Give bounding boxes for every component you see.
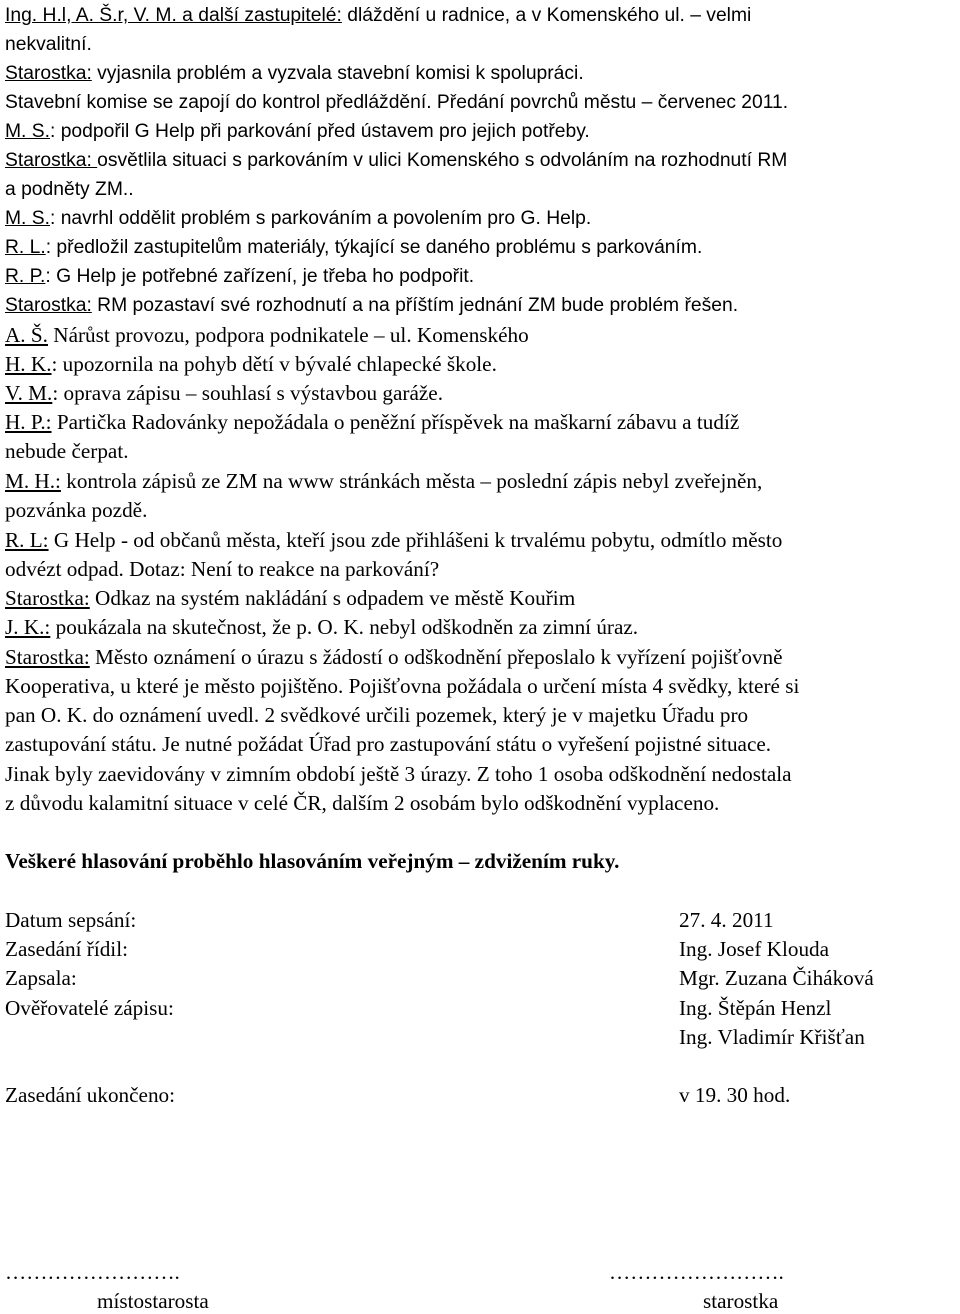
line-text: RM pozastaví své rozhodnutí a na příštím jednání ZM bude problém řešen. (91, 295, 739, 316)
minutes-line (5, 705, 748, 726)
speaker-label: A. Š. (5, 323, 48, 347)
line-text: : podpořil G Help při parkování před ústavem pro jejich potřeby. (50, 121, 590, 142)
minutes-line (5, 354, 497, 375)
minutes-line (5, 734, 771, 755)
info-value-end: v 19. 30 hod. (679, 1083, 791, 1107)
line-text: Nárůst provozu, podpora podnikatele – ul. Komenského (47, 323, 529, 347)
speaker-label: H. K. (5, 352, 52, 376)
signature-line-deputy: ……………………. (5, 1260, 180, 1284)
info-value-recorder: Mgr. Zuzana Čiháková (679, 966, 874, 990)
minutes-line (5, 93, 788, 112)
info-label-verifiers: Ověřovatelé zápisu: (5, 996, 174, 1020)
signature-role-deputy: místostarosta (97, 1289, 209, 1313)
speaker-label: M. H.: (5, 469, 61, 493)
line-text: : navrhl oddělit problém s parkováním a povolením pro G. Help. (50, 208, 592, 229)
info-label-date: Datum sepsání: (5, 908, 137, 932)
speaker-label: Starostka: (5, 295, 92, 316)
line-text: odvézt odpad. Dotaz: Není to reakce na parkování? (5, 557, 440, 581)
info-value-date: 27. 4. 2011 (679, 908, 774, 932)
minutes-line (5, 588, 575, 609)
info-value-verifier-2: Ing. Vladimír Křišťan (679, 1025, 865, 1049)
line-text: : oprava zápisu – souhlasí s výstavbou garáže. (52, 381, 443, 405)
signature-role-mayor: starostka (703, 1289, 779, 1313)
line-text: nekvalitní. (5, 34, 92, 55)
line-text: Partička Radovánky nepožádala o peněžní příspěvek na maškarní zábavu a tudíž (51, 410, 740, 434)
minutes-line (5, 793, 719, 814)
minutes-line (5, 559, 439, 580)
speaker-label: R. L. (5, 237, 46, 258)
line-text: zastupování státu. Je nutné požádat Úřad pro zastupování státu o vyřešení pojistné situace. (5, 732, 772, 756)
minutes-line (5, 500, 147, 521)
info-label-chair: Zasedání řídil: (5, 937, 128, 961)
speaker-label: Starostka: (5, 645, 90, 669)
minutes-line (5, 180, 134, 199)
line-text: kontrola zápisů ze ZM na www stránkách města – poslední zápis nebyl zveřejněn, (60, 469, 763, 493)
minutes-line (5, 764, 792, 785)
line-text: : G Help je potřebné zařízení, je třeba ho podpořit. (45, 266, 475, 287)
speaker-label: V. M. (5, 381, 53, 405)
signature-line-mayor: ……………………. (609, 1260, 784, 1284)
speaker-label: Starostka: (5, 150, 98, 171)
speaker-label: R. P. (5, 266, 46, 287)
minutes-line (5, 296, 738, 315)
minutes-line (5, 471, 762, 492)
line-text: pozvánka pozdě. (5, 498, 148, 522)
line-text: a podněty ZM.. (5, 179, 134, 200)
info-value-verifier-1: Ing. Štěpán Henzl (679, 996, 832, 1020)
line-text: Jinak byly zaevidovány v zimním období ještě 3 úrazy. Z toho 1 osoba odškodnění nedostala (5, 762, 792, 786)
minutes-line (5, 383, 443, 404)
speaker-label: Starostka: (5, 63, 92, 84)
line-text: dláždění u radnice, a v Komenského ul. – velmi (341, 5, 752, 26)
line-text: osvětlila situaci s parkováním v ulici Komenského s odvoláním na rozhodnutí RM (97, 150, 788, 171)
minutes-line (5, 647, 783, 668)
speaker-label: J. K.: (5, 615, 51, 639)
speaker-label: M. S. (5, 208, 50, 229)
minutes-line (5, 617, 638, 638)
minutes-line (5, 238, 702, 257)
minutes-line (5, 6, 751, 25)
speaker-label: Starostka: (5, 586, 90, 610)
minutes-line (5, 412, 739, 433)
speaker-label: Ing. H.l, A. Š.r, V. M. a další zastupitelé: (5, 5, 342, 26)
minutes-line (5, 209, 591, 228)
line-text: Kooperativa, u které je město pojištěno. Pojišťovna požádala o určení místa 4 svědky, které si (5, 674, 800, 698)
line-text: G Help - od občanů města, kteří jsou zde přihlášeni k trvalému pobytu, odmítlo město (48, 528, 783, 552)
line-text: pan O. K. do oznámení uvedl. 2 svědkové určili pozemek, který je v majetku Úřadu pro (5, 703, 749, 727)
line-text: nebude čerpat. (5, 439, 129, 463)
minutes-line (5, 64, 584, 83)
line-text: Město oznámení o úrazu s žádostí o odškodnění přeposlalo k vyřízení pojišťovně (89, 645, 783, 669)
line-text: Stavební komise se zapojí do kontrol předláždění. Předání povrchů městu – červenec 2011. (5, 92, 789, 113)
line-text: z důvodu kalamitní situace v celé ČR, dalším 2 osobám bylo odškodnění vyplaceno. (5, 791, 720, 815)
minutes-line (5, 676, 799, 697)
speaker-label: R. L: (5, 528, 49, 552)
line-text: Odkaz na systém nakládání s odpadem ve městě Kouřim (89, 586, 576, 610)
line-text: vyjasnila problém a vyzvala stavební komisi k spolupráci. (91, 63, 584, 84)
info-value-chair: Ing. Josef Klouda (679, 937, 830, 961)
minutes-line (5, 325, 529, 346)
info-label-end: Zasedání ukončeno: (5, 1083, 176, 1107)
line-text: : upozornila na pohyb dětí v bývalé chlapecké škole. (51, 352, 497, 376)
speaker-label: H. P.: (5, 410, 52, 434)
minutes-line (5, 151, 787, 170)
line-text: : předložil zastupitelům materiály, týkající se daného problému s parkováním. (45, 237, 703, 258)
minutes-line (5, 530, 782, 551)
minutes-line (5, 441, 129, 462)
speaker-label: M. S. (5, 121, 50, 142)
info-label-recorder: Zapsala: (5, 966, 77, 990)
minutes-line (5, 35, 92, 54)
minutes-line (5, 267, 474, 286)
line-text: poukázala na skutečnost, že p. O. K. nebyl odškodněn za zimní úraz. (50, 615, 639, 639)
voting-statement: Veškeré hlasování proběhlo hlasováním veřejným – zdvižením ruky. (5, 849, 620, 873)
minutes-line (5, 122, 590, 141)
